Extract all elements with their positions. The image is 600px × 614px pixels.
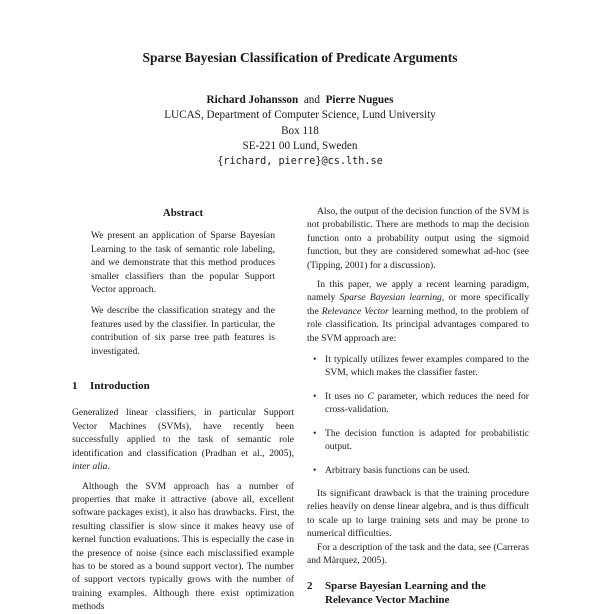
list-item: • It uses no C parameter, which reduces the need for cross-validation.	[313, 390, 529, 417]
intro-paragraph-2: Although the SVM approach has a number of properties that make it attractive (above all, excellent software packages exist), it also has drawbacks. First, the resulting classifier is slow since it makes heavy use of kernel function evaluations. This is especially the case in the presence of noise (since each misclassified example has to be stored as a bound support vector). The number of support vectors typically grows with the number of training examples. Although there exist optimization methods	[72, 480, 294, 613]
email-line: {richard, pierre}@cs.lth.se	[217, 156, 383, 168]
section-2-heading	[307, 580, 529, 607]
right-paragraph-1: Also, the output of the decision function of the SVM is not probabilistic. There are methods to map the decision function onto a probability output using the sigmoid function, but they are considered somewhat ad-hoc (see (Tipping, 2001) for a discussion).	[307, 206, 529, 271]
intro-paragraph-1: Generalized linear classifiers, in particular Support Vector Machines (SVMs), have recently been successfully applied to the task of semantic role identification and classification (Pradhan et al., 2005), inter alia.	[72, 407, 294, 473]
author-conjunction: and	[303, 94, 320, 106]
section-1-number: 1	[72, 380, 78, 393]
right-paragraph-3: Its significant drawback is that the training procedure relies heavily on dense linear algebra, and is thus difficult to scale up to large training sets and may be prone to numerical difficulties.	[307, 487, 529, 540]
author-names	[0, 93, 600, 108]
section-2-title: Sparse Bayesian Learning and the Relevance Vector Machine	[325, 580, 486, 606]
section-2-number: 2	[307, 580, 313, 593]
list-item: • It typically utilizes fewer examples compared to the SVM, which makes the classifier faster.	[313, 353, 529, 380]
right-paragraph-4: For a description of the task and the data, see (Carreras and Màrquez, 2005).	[307, 541, 529, 566]
paper-title: Sparse Bayesian Classification of Predicate Arguments	[142, 50, 458, 65]
city-line: SE-221 00 Lund, Sweden	[242, 139, 358, 152]
right-paragraph-2: In this paper, we apply a recent learning paradigm, namely Sparse Bayesian learning, or more specifically the Relevance Vector learning method, to the problem of role classification. Its principal advantages compared to the SVM approach are:	[307, 279, 529, 344]
right-column	[307, 205, 529, 607]
author-1: Richard Johansson	[206, 94, 299, 106]
list-item: • Arbitrary basis functions can be used.	[313, 464, 529, 477]
abstract-paragraph-2: We describe the classification strategy and the features used by the classifier. In particular, the contribution of six parse tree path features is investigated.	[91, 305, 275, 357]
author-2: Pierre Nugues	[325, 94, 394, 106]
list-item: • The decision function is adapted for probabilistic output.	[313, 427, 529, 454]
abstract-paragraph-1: We present an application of Sparse Bayesian Learning to the task of semantic role labeling, and we demonstrate that this method produces smaller classifiers than the popular Support Vector approach.	[91, 230, 275, 296]
affiliation: LUCAS, Department of Computer Science, Lund University	[164, 109, 436, 122]
section-1-heading	[72, 380, 294, 393]
author-block	[0, 93, 600, 169]
postal-box: Box 118	[281, 124, 319, 137]
advantages-list	[307, 353, 529, 477]
left-column	[72, 205, 294, 614]
section-1-title: Introduction	[90, 380, 150, 393]
abstract-heading: Abstract	[162, 207, 204, 219]
